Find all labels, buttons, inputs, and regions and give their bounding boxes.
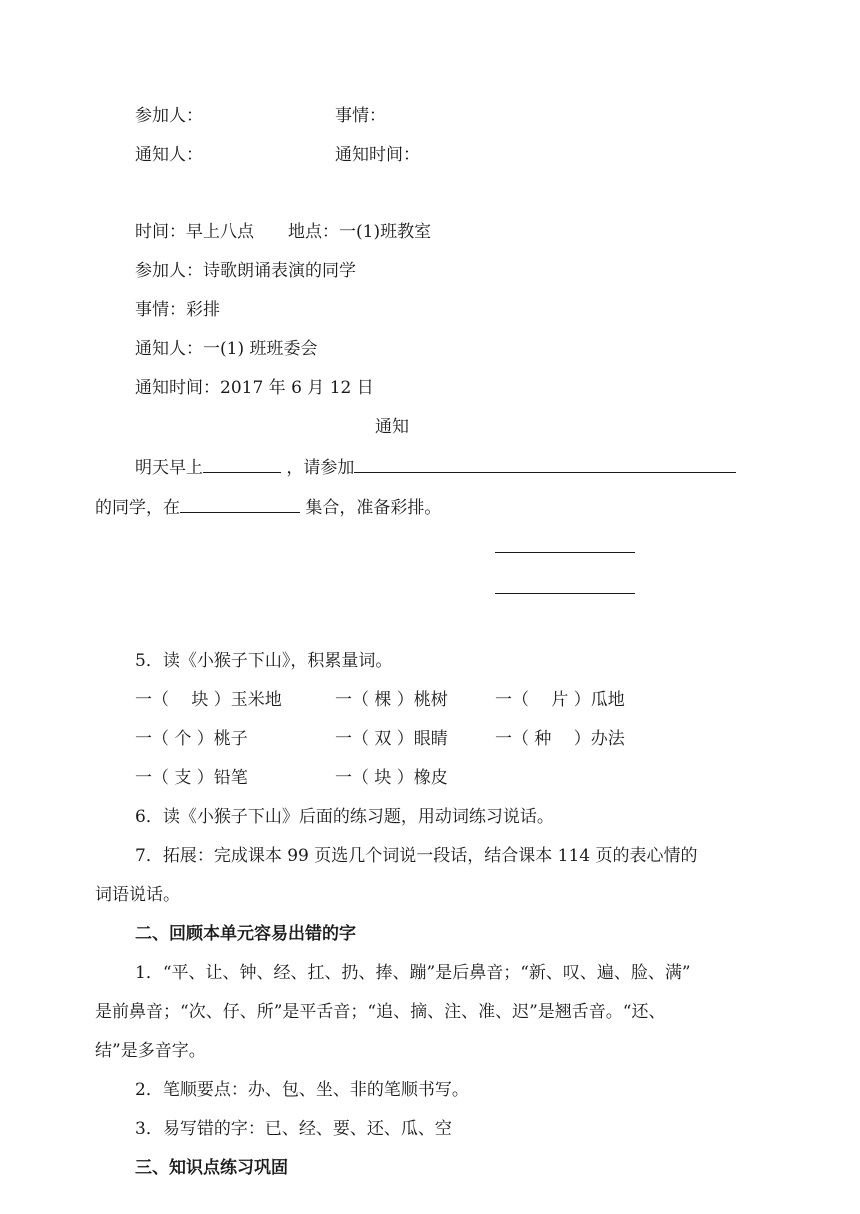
- q6: 6．读《小猴子下山》后面的练习题，用动词练习说话。: [135, 807, 554, 827]
- notice-line-2-start: 的同学，在: [95, 498, 180, 518]
- section-2-p1-line-3: 结”是多音字。: [95, 1041, 206, 1061]
- time-place: 时间：早上八点 地点：一(1)班教室: [135, 222, 432, 242]
- q5-item: 一（ 个 ）桃子: [135, 729, 248, 749]
- section-2-p1-line-1: 1．“平、让、钟、经、扛、扔、捧、蹦”是后鼻音；“新、叹、遍、脸、满”: [135, 963, 691, 983]
- notice-time-label: 通知时间：: [335, 145, 420, 165]
- q5-item: 一（ 片 ）瓜地: [495, 690, 625, 710]
- notice-time-info: 通知时间：2017 年 6 月 12 日: [135, 378, 374, 398]
- participants-info: 参加人：诗歌朗诵表演的同学: [135, 261, 356, 281]
- blank-time[interactable]: [203, 454, 281, 473]
- section-2-p2: 2．笔顺要点：办、包、坐、非的笔顺书写。: [135, 1080, 469, 1100]
- q5-item: 一（ 支 ）铅笔: [135, 768, 248, 788]
- q5-item: 一（ 种 ）办法: [495, 729, 625, 749]
- section-2-p1-line-2: 是前鼻音；“次、仔、所”是平舌音；“追、摘、注、准、迟”是翘舌音。“还、: [95, 1002, 666, 1022]
- notice-title: 通知: [375, 417, 409, 437]
- section-2-p3: 3．易写错的字：已、经、要、还、瓜、空: [135, 1119, 452, 1139]
- notifier-label: 通知人：: [135, 145, 203, 165]
- q7-line-2: 词语说话。: [95, 885, 180, 905]
- signature-line-notifier[interactable]: [495, 552, 635, 553]
- q5-item: 一（ 块 ）橡皮: [335, 768, 448, 788]
- notice-line-2-end: 集合，准备彩排。: [305, 498, 442, 518]
- q5-item: 一（ 双 ）眼睛: [335, 729, 448, 749]
- matter-info: 事情：彩排: [135, 300, 220, 320]
- matter-label: 事情：: [335, 106, 386, 126]
- signature-line-date[interactable]: [495, 593, 635, 594]
- blank-participants[interactable]: [354, 454, 736, 473]
- notice-line-2: [95, 494, 441, 520]
- notice-line-1: [135, 454, 736, 480]
- q5-item: 一（ 棵 ）桃树: [335, 690, 448, 710]
- notice-line-1-start: 明天早上: [135, 458, 203, 478]
- blank-place[interactable]: [180, 494, 300, 513]
- q5-title: 5．读《小猴子下山》，积累量词。: [135, 651, 393, 671]
- section-3-heading: 三、知识点练习巩固: [135, 1158, 288, 1178]
- notice-line-1-mid: ，请参加: [286, 458, 355, 478]
- q7-line-1: 7．拓展：完成课本 99 页选几个词说一段话，结合课本 114 页的表心情的: [135, 846, 698, 866]
- section-2-heading: 二、回顾本单元容易出错的字: [135, 924, 356, 944]
- notifier-info: 通知人：一(1) 班班委会: [135, 339, 318, 359]
- q5-item: 一（ 块 ）玉米地: [135, 690, 282, 710]
- participant-label: 参加人：: [135, 106, 203, 126]
